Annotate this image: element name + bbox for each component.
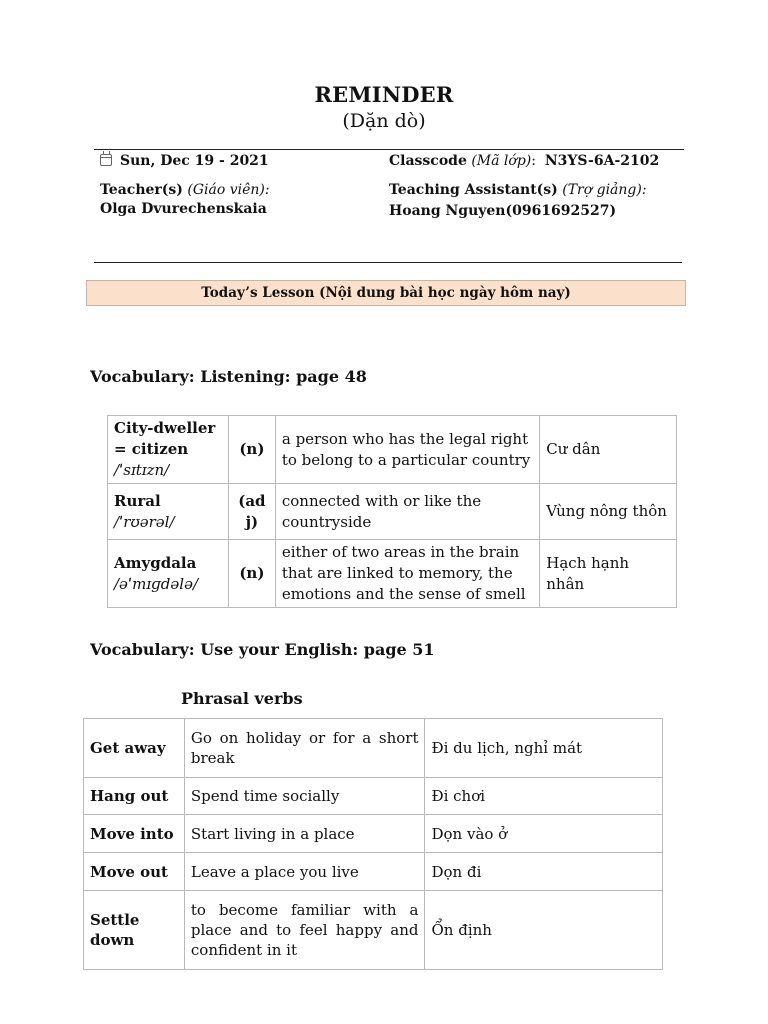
translation: Dọn đi — [425, 853, 663, 891]
vocab-listening-heading: Vocabulary: Listening: page 48 — [90, 367, 367, 386]
phrasal-verb: Hang out — [84, 778, 185, 815]
ta-vi-label: (Trợ giảng): — [562, 182, 647, 198]
ta-label-row — [389, 182, 647, 198]
phrasal-verb: Settle down — [84, 891, 185, 970]
part-of-speech: (adj) — [228, 484, 275, 540]
table-row — [84, 891, 663, 970]
table-row — [108, 540, 677, 608]
word: City-dweller — [114, 419, 216, 437]
table-row — [108, 484, 677, 540]
date-value: Sun, Dec 19 - 2021 — [120, 153, 269, 169]
phrasal-verbs-table — [83, 718, 663, 970]
vocab-listening-table — [107, 415, 677, 608]
definition: connected with or like the countryside — [275, 484, 539, 540]
page-title: REMINDER — [314, 82, 454, 107]
phrasal-verb: Move out — [84, 853, 185, 891]
classcode-field — [389, 153, 659, 169]
meaning: Spend time socially — [184, 778, 425, 815]
classcode-vi-label: (Mã lớp) — [471, 153, 532, 169]
header-divider — [94, 149, 684, 150]
translation: Hạch hạnh nhân — [540, 540, 677, 608]
phrasal-verb: Get away — [84, 719, 185, 778]
ta-label: Teaching Assistant(s) — [389, 182, 558, 198]
table-row — [84, 815, 663, 853]
meaning: Go on holiday or for a short break — [184, 719, 425, 778]
table-row — [84, 719, 663, 778]
classcode-label: Classcode — [389, 153, 467, 169]
meaning: to become familiar with a place and to feel happy and confident in it — [184, 891, 425, 970]
ipa: /ˈsɪtɪzn/ — [114, 461, 170, 479]
translation: Ổn định — [425, 891, 663, 970]
table-row — [84, 853, 663, 891]
page-subtitle: (Dặn dò) — [342, 110, 426, 132]
table-row — [108, 416, 677, 484]
part-of-speech: (n) — [228, 540, 275, 608]
word: Rural — [114, 491, 161, 510]
word-cell — [108, 540, 229, 608]
translation: Đi du lịch, nghỉ mát — [425, 719, 663, 778]
ipa: /əˈmɪɡdələ/ — [114, 574, 198, 593]
word-synonym: = citizen — [114, 440, 189, 458]
phrasal-verbs-heading: Phrasal verbs — [181, 689, 303, 708]
translation: Đi chơi — [425, 778, 663, 815]
vocab-english-heading: Vocabulary: Use your English: page 51 — [90, 640, 435, 659]
classcode-value: N3YS-6A-2102 — [544, 153, 660, 169]
table-row — [84, 778, 663, 815]
meaning: Start living in a place — [184, 815, 425, 853]
ta-name: Hoang Nguyen(0961692527) — [389, 203, 617, 219]
word: Amygdala — [114, 553, 197, 572]
teacher-label-row — [100, 182, 270, 198]
calendar-icon — [100, 154, 112, 166]
definition: either of two areas in the brain that are linked to memory, the emotions and the sense of smell — [275, 540, 539, 608]
meaning: Leave a place you live — [184, 853, 425, 891]
translation: Dọn vào ở — [425, 815, 663, 853]
translation: Cư dân — [540, 416, 677, 484]
info-divider — [94, 262, 682, 263]
classcode-colon: : — [531, 153, 536, 169]
word-cell — [108, 484, 229, 540]
ipa: /ˈrʊərəl/ — [114, 512, 175, 531]
teacher-vi-label: (Giáo viên): — [187, 182, 270, 198]
date-field — [100, 153, 269, 169]
definition: a person who has the legal right to belong to a particular country — [275, 416, 539, 484]
translation: Vùng nông thôn — [540, 484, 677, 540]
lesson-banner: Today’s Lesson (Nội dung bài học ngày hôm nay) — [86, 280, 686, 306]
teacher-name: Olga Dvurechenskaia — [100, 201, 267, 217]
phrasal-verb: Move into — [84, 815, 185, 853]
teacher-label: Teacher(s) — [100, 182, 183, 198]
word-cell — [108, 416, 229, 484]
part-of-speech: (n) — [228, 416, 275, 484]
